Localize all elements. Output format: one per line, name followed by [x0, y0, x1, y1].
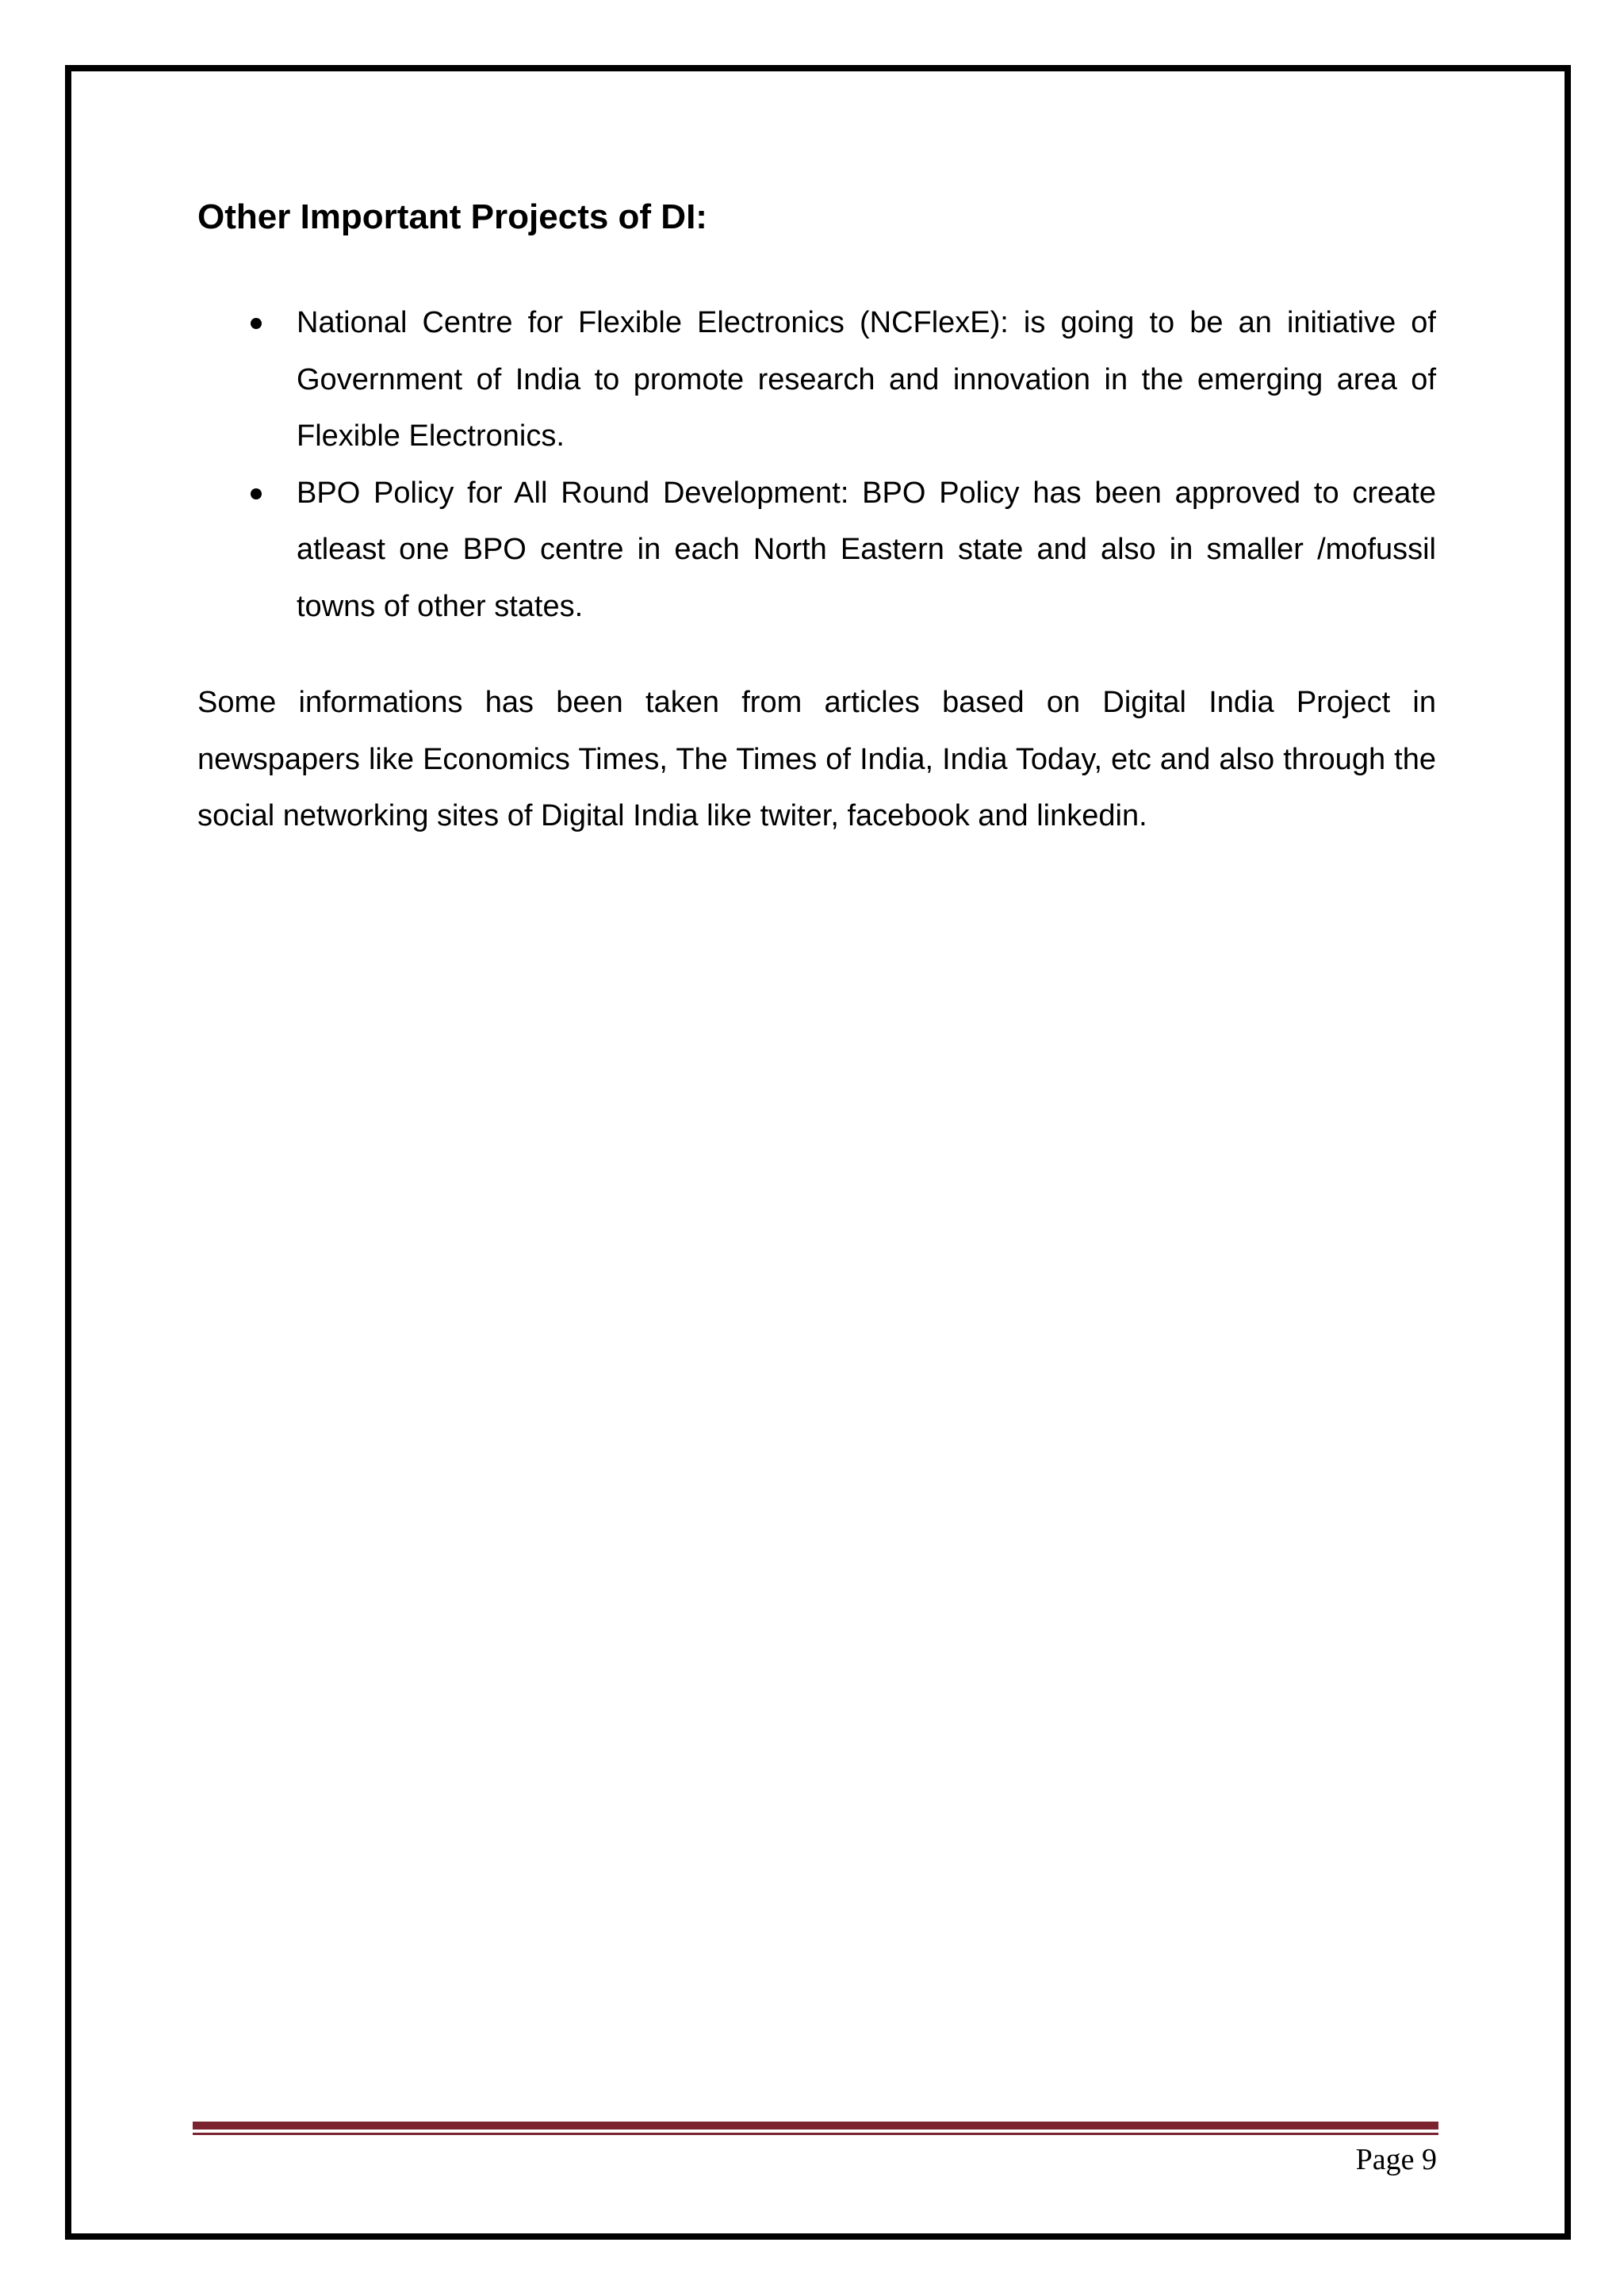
sources-paragraph: Some informations has been taken from articles based on Digital India Project in newspapers like Economics Times, The Times of India, India Today, etc and also through the social networking sites of Digital India like twiter, facebook and linkedin. — [197, 686, 1436, 832]
bullet-dot-icon — [251, 488, 262, 499]
footer-rule-thick — [193, 2122, 1438, 2130]
bullet-text: BPO Policy for All Round Development: BPO Policy has been approved to create atleast one BPO centre in each North Eastern state and also in smaller /mofussil towns of other states. — [297, 476, 1436, 623]
projects-bullet-list — [197, 295, 1436, 635]
bullet-item-ncflexe — [197, 295, 1436, 465]
footer-rule-thin — [193, 2133, 1438, 2135]
page-number: Page 9 — [1355, 2143, 1437, 2176]
section-heading: Other Important Projects of DI: — [197, 197, 707, 236]
bullet-item-bpo-policy — [197, 465, 1436, 636]
bullet-dot-icon — [251, 318, 262, 329]
bullet-text: National Centre for Flexible Electronics (NCFlexE): is going to be an initiative of Government of India to promote research and innovation in the emerging area of Flexible Electronics. — [297, 306, 1436, 453]
